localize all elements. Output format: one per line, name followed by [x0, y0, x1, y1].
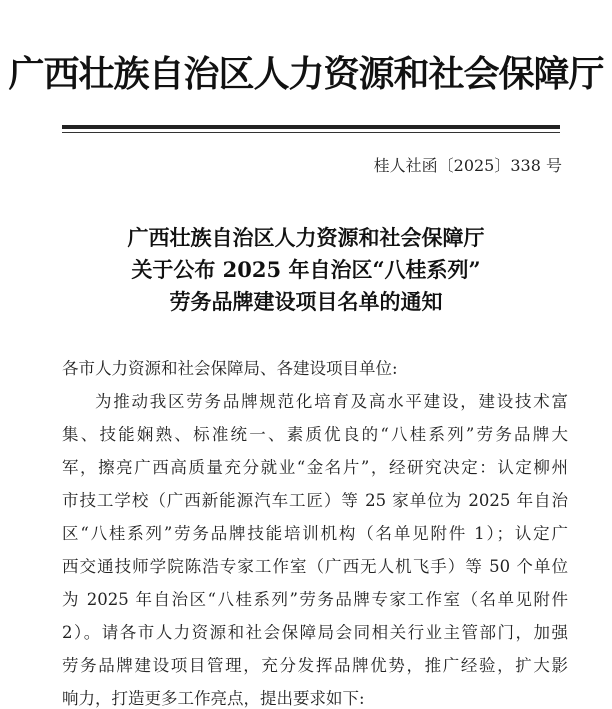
body-line: 西交通技师学院陈浩专家工作室（广西无人机飞手）等 50 个单位 [62, 557, 568, 576]
body-line: 市技工学校（广西新能源汽车工匠）等 25 家单位为 2025 年自治 [62, 491, 568, 510]
letterhead-rule-thin [62, 132, 560, 133]
title-line-1: 广西壮族自治区人力资源和社会保障厅 [127, 225, 485, 250]
body-line: 劳务品牌建设项目管理，充分发挥品牌优势，推广经验，扩大影 [62, 656, 568, 675]
body-line: 2）。请各市人力资源和社会保障局会同相关行业主管部门，加强 [62, 623, 568, 642]
body-line: 响力，打造更多工作亮点，提出要求如下: [62, 689, 365, 708]
title-line-2: 关于公布 2025 年自治区“八桂系列” [131, 257, 481, 282]
body-line: 为推动我区劳务品牌规范化培育及高水平建设，建设技术富 [95, 392, 568, 411]
body-line: 为 2025 年自治区“八桂系列”劳务品牌专家工作室（名单见附件 [62, 590, 568, 609]
document-number: 桂人社函〔2025〕338 号 [373, 156, 562, 175]
body-line: 集、技能娴熟、标准统一、素质优良的“八桂系列”劳务品牌大 [62, 425, 568, 444]
agency-letterhead: 广西壮族自治区人力资源和社会保障厅 [8, 53, 604, 95]
letterhead-rule-thick [62, 125, 560, 129]
body-line: 区“八桂系列”劳务品牌技能培训机构（名单见附件 1）；认定广 [62, 524, 568, 543]
body-line: 军，擦亮广西高质量充分就业“金名片”，经研究决定：认定柳州 [62, 458, 568, 477]
salutation: 各市人力资源和社会保障局、各建设项目单位: [62, 359, 398, 378]
title-line-3: 劳务品牌建设项目名单的通知 [169, 289, 443, 314]
